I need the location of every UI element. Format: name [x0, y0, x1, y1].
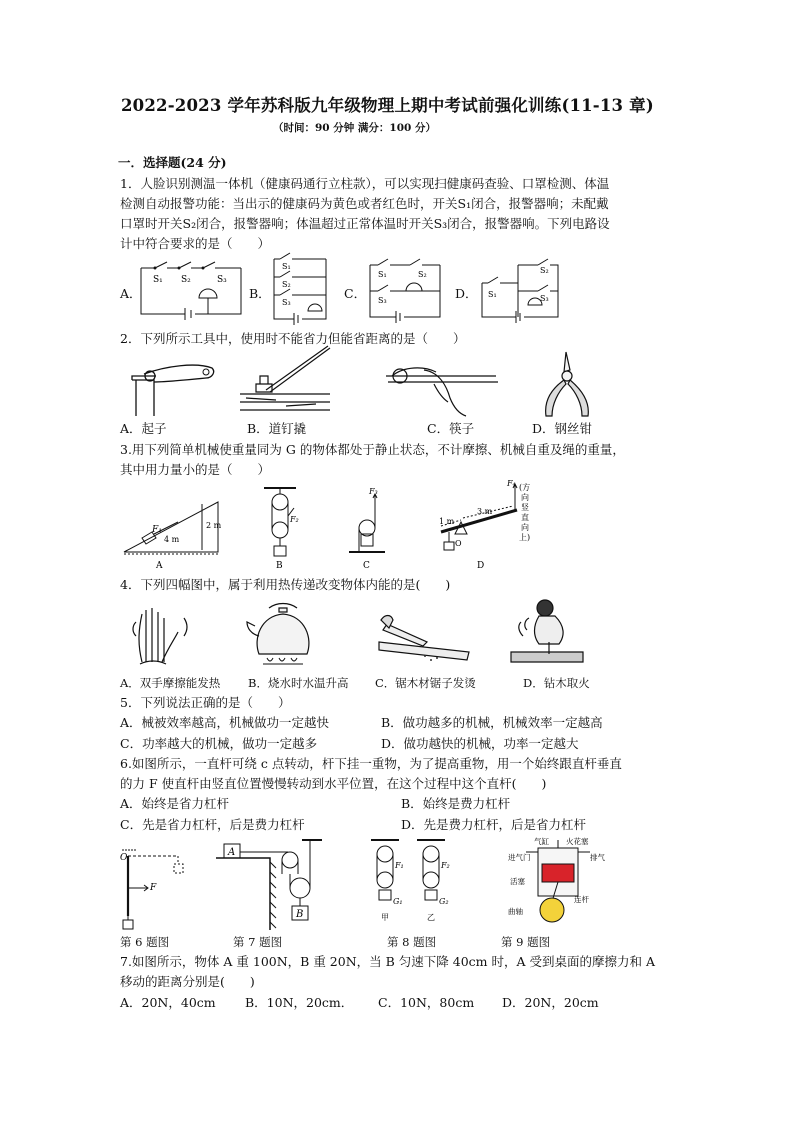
q2-option-d[interactable]: D．钢丝钳 — [532, 421, 593, 436]
engine-label: 连杆 — [574, 895, 589, 904]
fig-label: 乙 — [427, 913, 435, 922]
q6-option-d[interactable]: D．先是费力杠杆，后是省力杠杆 — [401, 817, 587, 832]
q2-option-b[interactable]: B．道钉撬 — [247, 421, 307, 436]
fig-label: F₃ — [369, 487, 378, 496]
switch-label: S₃ — [378, 296, 387, 305]
switch-label: S₂ — [181, 275, 191, 285]
switch-label: S₂ — [540, 266, 549, 275]
q3-figure-incline — [122, 490, 222, 570]
exam-meta: （时间：90 分钟 满分：100 分） — [273, 122, 436, 134]
fig-label: 4 m — [164, 535, 180, 544]
switch-label: S₁ — [378, 270, 387, 279]
switch-label: S₃ — [540, 294, 549, 303]
q7-option-d[interactable]: D．20N，20cm — [502, 995, 599, 1010]
fig-label: F₄ — [507, 479, 516, 488]
pliers-image — [540, 350, 594, 420]
q7-option-b[interactable]: B．10N，20cm． — [245, 995, 354, 1010]
page-title: 2022-2023 学年苏科版九年级物理上期中考试前强化训练(11-13 章) — [121, 96, 654, 115]
fig-label: 1 m — [439, 517, 455, 526]
q4-option-c[interactable]: C．锯木材锯子发烫 — [375, 676, 476, 690]
q3-figure-pulley-c — [347, 486, 387, 570]
fig-label: B — [296, 909, 304, 920]
fig-label: 2 m — [206, 521, 222, 530]
rail-spike-pry-image — [236, 344, 332, 416]
fig-label: G₂ — [439, 897, 449, 906]
q7-line: 7.如图所示，物体 A 重 100N，B 重 20N，当 B 匀速下降 40cm 时，A 受到桌面的摩擦力和 A — [120, 954, 655, 969]
q2-option-a[interactable]: A．起子 — [120, 421, 167, 436]
engine-label: 活塞 — [510, 877, 525, 886]
switch-label: S₁ — [488, 290, 497, 299]
q7-line: 移动的距离分别是( ) — [120, 974, 255, 989]
q1-option-b[interactable]: B． — [249, 286, 271, 301]
hands-rubbing-image — [128, 602, 194, 666]
switch-label: S₃ — [282, 298, 291, 307]
switch-label: S₂ — [418, 270, 427, 279]
q1-line: 口罩时开关S₂闭合，报警器响；体温超过正常体温时开关S₃闭合，报警器响。下列电路设 — [120, 216, 610, 231]
fig-label: 甲 — [381, 913, 389, 922]
circuit-b-figure — [270, 255, 330, 325]
kettle-image — [245, 598, 321, 668]
fig-label: F — [150, 883, 157, 893]
switch-label: S₁ — [282, 262, 291, 271]
q2-option-c[interactable]: C．筷子 — [427, 421, 475, 436]
switch-label: S₂ — [282, 280, 291, 289]
sawing-wood-image — [377, 612, 473, 668]
q7-option-c[interactable]: C．10N，80cm — [378, 995, 475, 1010]
q1-option-d[interactable]: D． — [455, 286, 478, 301]
fig-label: F₂ — [290, 515, 299, 524]
q5-option-c[interactable]: C．功率越大的机械，做功一定越多 — [120, 736, 318, 751]
fig8-caption: 第 8 题图 — [387, 935, 437, 949]
fig-label: C — [363, 561, 370, 571]
switch-label: S₃ — [217, 275, 227, 285]
fig8-pulley-systems — [369, 836, 465, 928]
q3-line: 3.用下列简单机械使重量同为 G 的物体都处于静止状态，不计摩擦、机械自重及绳的重量， — [120, 442, 625, 457]
chopsticks-image — [384, 358, 500, 418]
engine-label: 曲轴 — [508, 907, 523, 916]
fig7-caption: 第 7 题图 — [233, 935, 283, 949]
switch-label: S₁ — [153, 275, 163, 285]
fig7-pulley-table — [212, 838, 324, 930]
section-heading: 一．选择题(24 分) — [118, 155, 227, 170]
q6-option-b[interactable]: B．始终是费力杠杆 — [401, 796, 511, 811]
engine-label: 排气 — [590, 853, 605, 862]
q5-option-b[interactable]: B．做功越多的机械，机械效率一定越高 — [381, 715, 603, 730]
q5-stem: 5．下列说法正确的是（ ） — [120, 695, 291, 710]
q4-option-b[interactable]: B．烧水时水温升高 — [248, 676, 349, 690]
fig-label: D — [477, 561, 485, 571]
engine-label: 进气门 — [508, 853, 531, 862]
q6-option-c[interactable]: C．先是省力杠杆，后是费力杠杆 — [120, 817, 305, 832]
q4-option-a[interactable]: A．双手摩擦能发热 — [120, 676, 221, 690]
q2-stem: 2．下列所示工具中，使用时不能省力但能省距离的是（ ） — [120, 331, 466, 346]
fig-label: F₁ — [395, 861, 404, 870]
circuit-c-figure — [366, 257, 444, 323]
fig-label: O — [120, 853, 128, 863]
fig-label: F₁ — [152, 525, 162, 535]
fig6-caption: 第 6 题图 — [120, 935, 170, 949]
circuit-a-figure — [137, 258, 245, 322]
fig-label: O — [455, 539, 462, 548]
q4-stem: 4．下列四幅图中，属于利用热传递改变物体内能的是( ) — [120, 577, 451, 592]
fig-label: 3 m — [477, 507, 493, 516]
q1-line: 1．人脸识别测温一体机（健康码通行立柱款），可以实现扫健康码查验、口罩检测、体温 — [120, 176, 610, 191]
fig-label: F₂ — [441, 861, 450, 870]
q6-line: 的力 F 使直杆由竖直位置慢慢转动到水平位置，在这个过程中这个直杆( ) — [120, 776, 547, 791]
fire-drill-image — [503, 596, 587, 670]
q5-option-a[interactable]: A．械被效率越高，机械做功一定越快 — [120, 715, 330, 730]
fig-label: A — [156, 561, 163, 571]
q3-figure-lever-d — [437, 478, 587, 570]
q7-option-a[interactable]: A．20N，40cm — [120, 995, 216, 1010]
engine-label: 火花塞 — [566, 837, 589, 846]
q3-line: 其中用力量小的是（ ） — [120, 462, 271, 477]
fig-label: B — [276, 561, 283, 571]
bottle-opener-image — [126, 360, 218, 418]
q1-option-a[interactable]: A． — [120, 286, 142, 301]
engine-label: 气缸 — [534, 837, 549, 846]
circuit-d-figure — [476, 257, 562, 323]
fig9-caption: 第 9 题图 — [501, 935, 551, 949]
fig6-lever — [118, 840, 198, 930]
q1-line: 检测自动报警功能：当出示的健康码为黄色或者红色时，开关S₁闭合，报警器响；未配戴 — [120, 196, 609, 211]
fig-label: 上) — [519, 533, 531, 542]
q5-option-d[interactable]: D．做功越快的机械，功率一定越大 — [381, 736, 579, 751]
q6-line: 6.如图所示，一直杆可绕 c 点转动，杆下挂一重物，为了提高重物，用一个始终跟直杆垂直 — [120, 756, 622, 771]
fig-label: 向 — [521, 523, 529, 532]
fig-label: 直 — [521, 513, 529, 522]
fig-label: 竖 — [521, 503, 529, 512]
q1-option-c[interactable]: C． — [344, 286, 367, 301]
fig9-engine — [508, 834, 608, 932]
fig-label: 向 — [521, 493, 529, 502]
q6-option-a[interactable]: A．始终是省力杠杆 — [120, 796, 230, 811]
q3-figure-pulley-b — [260, 486, 304, 570]
fig-label: G₁ — [393, 897, 403, 906]
q1-line: 计中符合要求的是（ ） — [120, 236, 271, 251]
q4-option-d[interactable]: D．钻木取火 — [523, 676, 590, 690]
fig-label: A — [228, 847, 236, 858]
fig-label: (方 — [519, 483, 531, 492]
